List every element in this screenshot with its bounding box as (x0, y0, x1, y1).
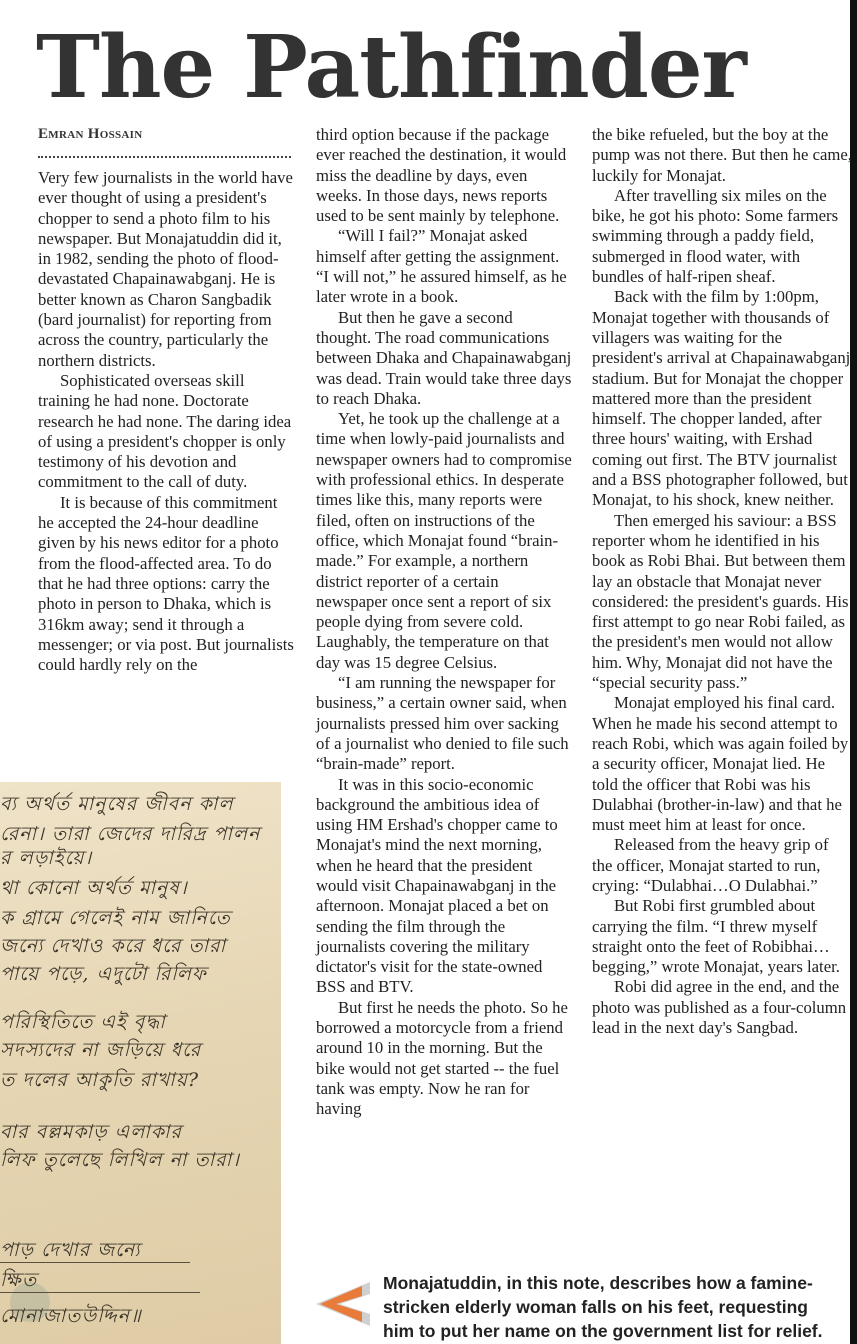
paragraph: Sophisticated overseas skill training he had none. Doctorate research he had none. The daring idea of using a president's chopper is only testimony of his devotion and commitment to the call of duty. (38, 370, 292, 492)
article-column-2 (316, 125, 572, 1120)
note-line: পায়ে পড়ে, এদুটো রিলিফ (0, 963, 207, 985)
note-line: লিফ তুলেছে লিখিল না তারা। (0, 1149, 240, 1171)
note-line: ক্ষিত (0, 1269, 38, 1291)
paragraph: It is because of this commitment he accepted the 24-hour deadline given by his news editor for a photo from the flood-affected area. To do that he had three options: carry the photo in person to Dhaka, which is 316km away; send it through a messenger; or via post. But journalists could hardly rely on the (38, 492, 294, 675)
note-line: ক গ্রামে গেলেই নাম জানিতে (0, 907, 231, 929)
note-line: বার বল্লমকাড় এলাকার (0, 1121, 182, 1143)
note-rule (0, 1292, 200, 1293)
image-caption: Monajatuddin, in this note, describes how a famine-stricken elderly woman falls on his feet, requesting him to put her name on the government list for relief. (383, 1273, 823, 1341)
note-line: ব্য অর্থর্ত মানুষের জীবন কাল (0, 793, 234, 815)
note-line: পাড় দেখার জন্যে (0, 1239, 141, 1261)
paragraph: But then he gave a second thought. The road communications between Dhaka and Chapainawabganj was dead. Train would take three days to reach Dhaka. (316, 307, 572, 408)
note-line: ত দলের আকুতি রাখায়? (0, 1069, 200, 1091)
paragraph: Monajat employed his final card. When he made his second attempt to reach Robi, which was again foiled by a security officer, Monajat lied. He told the officer that Robi was his Dulabhai (brother-in-law) and that he must meet him at least for once. (592, 693, 849, 835)
paragraph: Back with the film by 1:00pm, Monajat together with thousands of villagers was waiting for the president's arrival at Chapainawabganj stadium. But for Monajat the chopper mattered more than the president himself. The chopper landed, after three hours' waiting, with Ershad coming out first. The BTV journalist and a BSS photographer followed, but Monajat, to his shock, knew neither. (592, 287, 851, 510)
note-rule (0, 1262, 190, 1263)
note-line: র লড়াইয়ে। (0, 847, 93, 869)
handwritten-note-image (0, 782, 281, 1344)
paragraph: Very few journalists in the world have ever thought of using a president's chopper to send a photo film to his newspaper. But Monajatuddin did it, in 1982, sending the photo of flood-devastated Chapainawabganj. He is better known as Charon Sangbadik (bard journalist) for reporting from across the country, particularly the northern districts. (38, 168, 293, 370)
paragraph: Released from the heavy grip of the officer, Monajat started to run, crying: “Dulabhai…O Dulabhai.” (592, 835, 829, 895)
paragraph: third option because if the package ever reached the destination, it would miss the deadline by days, even weeks. In those days, news reports used to be sent mainly by telephone. (316, 125, 567, 226)
note-line: রেনা। তারা জেদের দারিদ্র পালন (0, 823, 261, 845)
arrow-front-shape (320, 1286, 362, 1322)
note-line: সদস্যদের না জড়িয়ে ধরে (0, 1039, 202, 1061)
note-signature: মোনাজাতউদ্দিন॥ (0, 1305, 142, 1327)
paragraph: Then emerged his saviour: a BSS reporter whom he identified in his book as Robi Bhai. But between them lay an obstacle that Monajat never considered: the president's guards. His first attempt to go near Robi failed, as the president's men would not allow him. Why, Monajat did not have the “special security pass.” (592, 510, 849, 693)
article-column-1 (38, 168, 296, 675)
caption-arrow-icon (316, 1282, 372, 1326)
note-line: জন্যে দেখাও করে ধরে তারা (0, 935, 227, 957)
paragraph: Robi did agree in the end, and the photo was published as a four-column lead in the next day's Sangbad. (592, 977, 847, 1038)
note-line: থা কোনো অর্থর্ত মানুষ। (0, 877, 188, 899)
paragraph: After travelling six miles on the bike, he got his photo: Some farmers swimming through a paddy field, submerged in flood water, with bundles of half-ripen sheaf. (592, 185, 839, 287)
paragraph: But Robi first grumbled about carrying the film. “I threw myself straight onto the feet of Robibhai…begging,” wrote Monajat, years later. (592, 896, 840, 977)
paragraph: It was in this socio-economic background the ambitious idea of using HM Ershad's chopper came to Monajat's mind the next morning, when he heard that the president would visit Chapainawabganj in the afternoon. Monajat placed a bet on sending the film through the journalists covering the military dictator's visit for the state-owned BSS and BTV. (316, 774, 558, 997)
byline-divider (38, 156, 291, 158)
paragraph: But first he needs the photo. So he borrowed a motorcycle from a friend around 10 in the morning. But the bike would not get started -- the fuel tank was empty. Now he ran for having (316, 997, 568, 1119)
paragraph: Yet, he took up the challenge at a time when lowly-paid journalists and newspaper owners had to compromise with professional ethics. In desperate times like this, many reports were filed, often on instructions of the office, which Monajat found “brain-made.” For example, a northern district reporter of a certain newspaper once sent a report of six people dying from severe cold. Laughably, the temperature on that day was 15 degree Celsius. (316, 409, 572, 672)
paragraph: “Will I fail?” Monajat asked himself after getting the assignment. “I will not,” he assured himself, as he later wrote in a book. (316, 226, 567, 307)
paragraph: the bike refueled, but the boy at the pump was not there. But then he came, luckily for Monajat. (592, 125, 852, 185)
article-column-3 (592, 125, 852, 1038)
headline: The Pathfinder (36, 17, 746, 118)
note-line: পরিস্থিতিতে এই বৃদ্ধা (0, 1011, 166, 1033)
paragraph: “I am running the newspaper for business,” a certain owner said, when journalists pressed him over sacking of a journalist who denied to file such “brain-made” report. (316, 673, 569, 774)
byline: Emran Hossain (38, 126, 143, 142)
